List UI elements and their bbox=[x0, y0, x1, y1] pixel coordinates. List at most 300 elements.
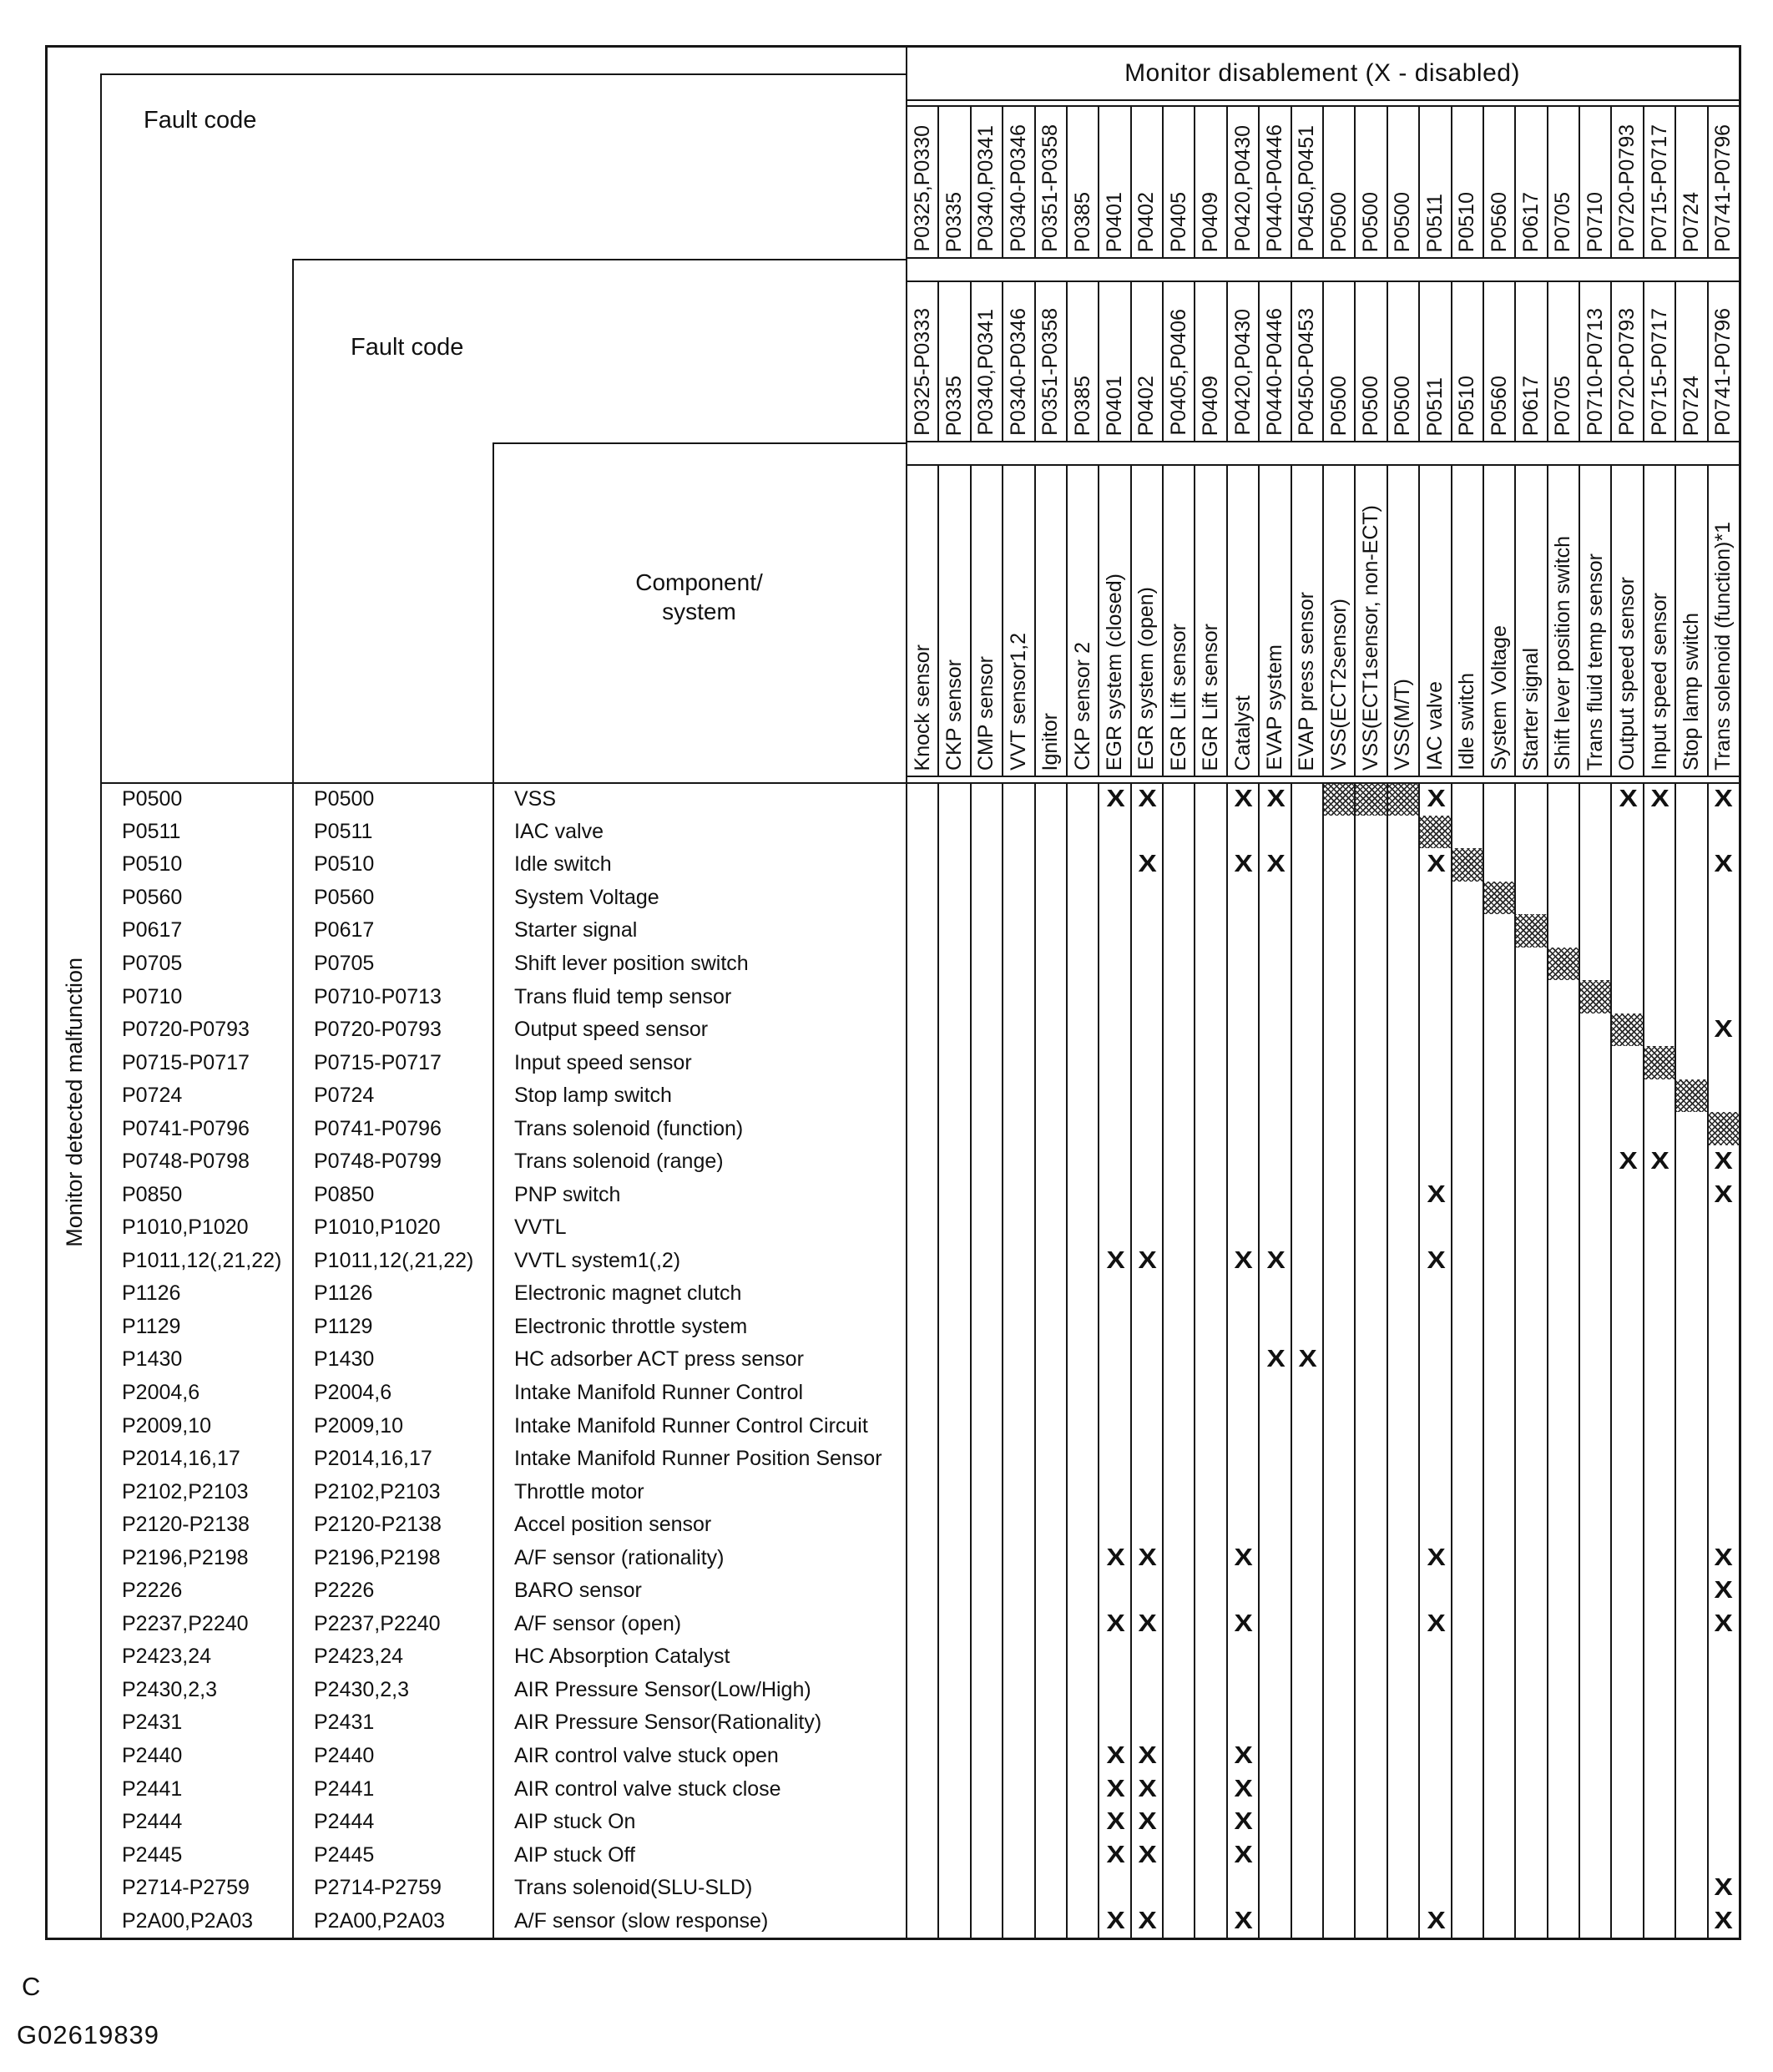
matrix-cell bbox=[1451, 882, 1484, 917]
matrix-cell bbox=[1451, 816, 1484, 851]
matrix-cell bbox=[1483, 1706, 1516, 1741]
matrix-cell bbox=[1002, 1112, 1035, 1147]
disabled-mark: X bbox=[1427, 1246, 1446, 1274]
matrix-cell bbox=[1130, 1706, 1164, 1741]
matrix-cell bbox=[1258, 948, 1291, 983]
matrix-cell bbox=[1354, 1772, 1387, 1807]
matrix-cell bbox=[1322, 1245, 1356, 1280]
matrix-cell-hatched bbox=[1418, 816, 1452, 851]
column-header-fault-code-top-text: P0715-P0717 bbox=[1647, 124, 1671, 252]
fault-code-1-cell: P2009,10 bbox=[100, 1409, 292, 1444]
matrix-cell bbox=[1226, 1013, 1260, 1049]
column-header-fault-code-mid-text: P0385 bbox=[1070, 375, 1094, 436]
matrix-cell bbox=[1354, 1211, 1387, 1246]
matrix-cell bbox=[1514, 1806, 1548, 1841]
matrix-cell bbox=[937, 1509, 971, 1544]
matrix-cell bbox=[1707, 1145, 1740, 1180]
matrix-cell bbox=[1483, 1904, 1516, 1939]
figure-id: G02619839 bbox=[17, 2020, 160, 2049]
matrix-cell bbox=[906, 1872, 939, 1907]
matrix-cell bbox=[1354, 1079, 1387, 1114]
matrix-cell bbox=[1418, 1377, 1452, 1412]
matrix-cell bbox=[1066, 1211, 1099, 1246]
matrix-cell bbox=[1707, 1079, 1740, 1114]
matrix-cell bbox=[1226, 914, 1260, 949]
matrix-cell bbox=[1451, 1277, 1484, 1312]
matrix-cell bbox=[1610, 1838, 1644, 1873]
matrix-cell bbox=[1674, 1674, 1708, 1709]
matrix-cell bbox=[1387, 1872, 1420, 1907]
matrix-cell bbox=[1387, 882, 1420, 917]
matrix-cell bbox=[1130, 1145, 1164, 1180]
column-header-component-text: Stop lamp switch bbox=[1679, 613, 1703, 771]
matrix-cell bbox=[1354, 882, 1387, 917]
column-header-fault-code-top-text: P0741-P0796 bbox=[1711, 124, 1735, 252]
matrix-cell bbox=[1322, 1872, 1356, 1907]
column-header-fault-code-top-text: P0500 bbox=[1359, 191, 1383, 252]
matrix-cell bbox=[1194, 1343, 1227, 1378]
fault-code-header-1: Fault code bbox=[144, 107, 257, 134]
matrix-cell bbox=[1226, 1608, 1260, 1643]
matrix-cell bbox=[1258, 1079, 1291, 1114]
column-header-fault-code-mid-text: P0325-P0333 bbox=[910, 308, 934, 436]
column-header-component-text: Shift lever position switch bbox=[1551, 536, 1575, 771]
component-system-cell: Starter signal bbox=[492, 914, 906, 949]
matrix-cell bbox=[970, 1245, 1003, 1280]
matrix-cell bbox=[1451, 1640, 1484, 1675]
column-header-component-text: VSS(ECT1sensor, non-ECT) bbox=[1359, 504, 1383, 771]
fault-code-header-2: Fault code bbox=[351, 334, 464, 361]
disabled-mark: X bbox=[1138, 1544, 1157, 1571]
matrix-cell bbox=[1034, 1211, 1068, 1246]
matrix-cell bbox=[1258, 1245, 1291, 1280]
matrix-cell bbox=[1291, 1443, 1324, 1478]
component-system-cell: HC Absorption Catalyst bbox=[492, 1640, 906, 1675]
matrix-cell bbox=[1483, 1838, 1516, 1873]
matrix-cell bbox=[1162, 1013, 1195, 1049]
matrix-cell bbox=[1322, 1211, 1356, 1246]
matrix-cell bbox=[937, 1475, 971, 1510]
column-header-component-text: System Voltage bbox=[1487, 625, 1511, 771]
matrix-cell bbox=[1162, 1772, 1195, 1807]
column-header-component-text: EGR Lift sensor bbox=[1199, 623, 1223, 771]
matrix-cell bbox=[1291, 1409, 1324, 1444]
matrix-cell bbox=[1354, 1838, 1387, 1873]
column-header-fault-code-mid bbox=[1226, 280, 1260, 442]
matrix-cell bbox=[970, 1013, 1003, 1049]
matrix-cell bbox=[1034, 882, 1068, 917]
matrix-cell bbox=[1547, 1211, 1580, 1246]
matrix-cell bbox=[1098, 1475, 1131, 1510]
matrix-cell bbox=[1034, 1772, 1068, 1807]
matrix-cell bbox=[1066, 1706, 1099, 1741]
matrix-cell bbox=[1483, 1772, 1516, 1807]
matrix-cell bbox=[1514, 980, 1548, 1015]
matrix-cell bbox=[1674, 1245, 1708, 1280]
column-header-component bbox=[1066, 464, 1099, 777]
column-header-fault-code-mid-text: P0405,P0406 bbox=[1166, 309, 1190, 436]
matrix-cell bbox=[1066, 1509, 1099, 1544]
disabled-mark: X bbox=[1427, 1180, 1446, 1208]
matrix-cell bbox=[1643, 782, 1676, 817]
matrix-cell bbox=[1514, 882, 1548, 917]
matrix-cell bbox=[970, 980, 1003, 1015]
matrix-cell bbox=[1547, 1013, 1580, 1049]
matrix-cell bbox=[1258, 1640, 1291, 1675]
column-header-fault-code-top-text: P0325,P0330 bbox=[910, 125, 934, 252]
matrix-cell bbox=[1707, 1013, 1740, 1049]
column-header-fault-code-mid bbox=[1707, 280, 1740, 442]
matrix-cell bbox=[1707, 1179, 1740, 1214]
matrix-cell bbox=[1162, 914, 1195, 949]
column-header-fault-code-mid-text: P0724 bbox=[1679, 375, 1703, 436]
matrix-cell bbox=[1258, 848, 1291, 883]
matrix-cell bbox=[970, 882, 1003, 917]
matrix-cell bbox=[1610, 1145, 1644, 1180]
matrix-cell bbox=[1098, 1079, 1131, 1114]
matrix-cell bbox=[1322, 1112, 1356, 1147]
matrix-cell bbox=[970, 1772, 1003, 1807]
matrix-cell bbox=[1483, 1574, 1516, 1610]
matrix-cell bbox=[1387, 1079, 1420, 1114]
fault-code-2-cell: P0724 bbox=[292, 1079, 492, 1114]
matrix-cell bbox=[1547, 1574, 1580, 1610]
matrix-cell bbox=[1291, 1509, 1324, 1544]
matrix-cell bbox=[937, 1740, 971, 1775]
matrix-cell-hatched bbox=[1387, 782, 1420, 817]
matrix-cell bbox=[1451, 1013, 1484, 1049]
disabled-mark: X bbox=[1650, 786, 1670, 813]
disabled-mark: X bbox=[1298, 1346, 1317, 1373]
matrix-cell bbox=[1002, 1838, 1035, 1873]
matrix-cell bbox=[1002, 882, 1035, 917]
matrix-cell bbox=[1354, 816, 1387, 851]
matrix-cell bbox=[1258, 1046, 1291, 1081]
column-header-component bbox=[1674, 464, 1708, 777]
fault-code-2-cell: P0617 bbox=[292, 914, 492, 949]
matrix-cell bbox=[1674, 1377, 1708, 1412]
matrix-cell bbox=[1674, 1211, 1708, 1246]
matrix-cell bbox=[1387, 1245, 1420, 1280]
matrix-cell bbox=[1002, 848, 1035, 883]
matrix-cell bbox=[1194, 1443, 1227, 1478]
matrix-cell bbox=[1387, 1013, 1420, 1049]
fault-code-1-cell: P2196,P2198 bbox=[100, 1541, 292, 1576]
disabled-mark: X bbox=[1138, 1907, 1157, 1934]
matrix-cell bbox=[1387, 1706, 1420, 1741]
matrix-cell bbox=[1066, 948, 1099, 983]
matrix-cell bbox=[1547, 1112, 1580, 1147]
matrix-cell bbox=[1162, 1541, 1195, 1576]
column-header-fault-code-top-text: P0511 bbox=[1422, 193, 1447, 252]
matrix-cell bbox=[1451, 782, 1484, 817]
matrix-cell bbox=[937, 914, 971, 949]
matrix-cell bbox=[1547, 1409, 1580, 1444]
matrix-cell bbox=[1194, 980, 1227, 1015]
matrix-cell bbox=[937, 1706, 971, 1741]
column-header-fault-code-top-text: P0450,P0451 bbox=[1295, 125, 1319, 252]
matrix-cell-hatched bbox=[1322, 782, 1356, 817]
matrix-cell bbox=[1674, 1475, 1708, 1510]
matrix-cell bbox=[1258, 1145, 1291, 1180]
matrix-cell bbox=[1579, 1574, 1612, 1610]
matrix-cell bbox=[1034, 1377, 1068, 1412]
column-header-component bbox=[1194, 464, 1227, 777]
matrix-cell bbox=[937, 882, 971, 917]
matrix-cell bbox=[1258, 1806, 1291, 1841]
column-header-fault-code-top-text: P0409 bbox=[1199, 191, 1223, 252]
matrix-cell bbox=[1387, 848, 1420, 883]
disabled-mark: X bbox=[1234, 1775, 1254, 1802]
matrix-cell bbox=[1418, 1112, 1452, 1147]
disabled-mark: X bbox=[1138, 1742, 1157, 1769]
matrix-cell bbox=[1707, 1574, 1740, 1610]
matrix-cell bbox=[1418, 1079, 1452, 1114]
component-system-cell: Stop lamp switch bbox=[492, 1079, 906, 1114]
matrix-cell bbox=[1514, 1838, 1548, 1873]
disabled-mark: X bbox=[1234, 1841, 1254, 1868]
matrix-cell bbox=[937, 980, 971, 1015]
matrix-cell bbox=[1579, 1772, 1612, 1807]
matrix-cell bbox=[1387, 1674, 1420, 1709]
matrix-cell bbox=[1483, 1608, 1516, 1643]
matrix-cell bbox=[906, 1013, 939, 1049]
disabled-mark: X bbox=[1714, 1610, 1733, 1637]
matrix-cell bbox=[1547, 1806, 1580, 1841]
matrix-cell bbox=[1034, 848, 1068, 883]
matrix-cell bbox=[1034, 1706, 1068, 1741]
column-header-fault-code-top bbox=[1034, 105, 1068, 259]
matrix-cell bbox=[1066, 782, 1099, 817]
fault-code-1-cell: P2714-P2759 bbox=[100, 1872, 292, 1907]
matrix-cell bbox=[1354, 980, 1387, 1015]
matrix-cell bbox=[970, 1706, 1003, 1741]
matrix-cell bbox=[1130, 1343, 1164, 1378]
matrix-cell bbox=[1674, 1574, 1708, 1610]
matrix-cell bbox=[1162, 848, 1195, 883]
column-header-component bbox=[1130, 464, 1164, 777]
matrix-cell bbox=[1098, 1509, 1131, 1544]
matrix-cell bbox=[1354, 1145, 1387, 1180]
matrix-cell bbox=[1643, 1574, 1676, 1610]
matrix-cell bbox=[1162, 980, 1195, 1015]
column-header-fault-code-mid-text: P0340-P0346 bbox=[1006, 308, 1030, 436]
matrix-cell bbox=[1418, 1772, 1452, 1807]
column-header-fault-code-top bbox=[1194, 105, 1227, 259]
column-header-fault-code-mid bbox=[1130, 280, 1164, 442]
matrix-cell bbox=[1610, 1772, 1644, 1807]
column-header-fault-code-top bbox=[1707, 105, 1740, 259]
column-header-component bbox=[1002, 464, 1035, 777]
matrix-cell bbox=[1291, 980, 1324, 1015]
matrix-cell bbox=[1387, 1574, 1420, 1610]
fault-code-2-cell: P0741-P0796 bbox=[292, 1112, 492, 1147]
column-header-component bbox=[1258, 464, 1291, 777]
matrix-cell bbox=[906, 816, 939, 851]
matrix-cell bbox=[1258, 914, 1291, 949]
matrix-cell bbox=[1483, 1145, 1516, 1180]
matrix-cell bbox=[1226, 1245, 1260, 1280]
matrix-cell bbox=[1514, 1706, 1548, 1741]
matrix-cell bbox=[1514, 1112, 1548, 1147]
matrix-cell bbox=[1610, 1674, 1644, 1709]
matrix-cell bbox=[1418, 1838, 1452, 1873]
fault-code-1-cell: P2444 bbox=[100, 1806, 292, 1841]
component-system-cell: Intake Manifold Runner Control bbox=[492, 1377, 906, 1412]
fault-code-2-cell: P2440 bbox=[292, 1740, 492, 1775]
matrix-cell bbox=[1066, 1475, 1099, 1510]
matrix-cell bbox=[1291, 1872, 1324, 1907]
matrix-cell bbox=[1194, 1179, 1227, 1214]
matrix-cell bbox=[1451, 1377, 1484, 1412]
matrix-cell bbox=[1291, 1904, 1324, 1939]
matrix-cell bbox=[1483, 1872, 1516, 1907]
matrix-cell bbox=[1098, 1806, 1131, 1841]
matrix-cell bbox=[1162, 1806, 1195, 1841]
matrix-cell bbox=[1579, 882, 1612, 917]
disabled-mark: X bbox=[1138, 1610, 1157, 1637]
matrix-cell bbox=[1483, 848, 1516, 883]
column-header-component bbox=[1034, 464, 1068, 777]
disabled-mark: X bbox=[1650, 1148, 1670, 1175]
column-header-component bbox=[1418, 464, 1452, 777]
matrix-cell bbox=[1514, 1872, 1548, 1907]
matrix-cell bbox=[1034, 1013, 1068, 1049]
matrix-cell bbox=[1291, 1046, 1324, 1081]
matrix-cell bbox=[1707, 782, 1740, 817]
matrix-cell bbox=[1130, 1640, 1164, 1675]
matrix-cell bbox=[1130, 1112, 1164, 1147]
matrix-cell bbox=[1674, 948, 1708, 983]
matrix-cell bbox=[1643, 1079, 1676, 1114]
matrix-cell bbox=[1291, 1245, 1324, 1280]
matrix-cell bbox=[1418, 1872, 1452, 1907]
matrix-cell bbox=[1451, 1541, 1484, 1576]
matrix-cell bbox=[1226, 1475, 1260, 1510]
matrix-cell bbox=[937, 1311, 971, 1346]
fault-code-1-cell: P0710 bbox=[100, 980, 292, 1015]
matrix-cell bbox=[1387, 980, 1420, 1015]
matrix-cell bbox=[1258, 1311, 1291, 1346]
matrix-cell bbox=[1130, 1211, 1164, 1246]
matrix-cell bbox=[1514, 1541, 1548, 1576]
matrix-cell bbox=[1387, 1277, 1420, 1312]
matrix-cell bbox=[1418, 782, 1452, 817]
matrix-cell bbox=[1707, 816, 1740, 851]
matrix-cell bbox=[1002, 1211, 1035, 1246]
column-header-component bbox=[970, 464, 1003, 777]
component-system-cell: VVTL bbox=[492, 1211, 906, 1246]
column-header-component-text: EVAP system bbox=[1262, 644, 1286, 771]
matrix-cell bbox=[1194, 1377, 1227, 1412]
matrix-cell bbox=[1226, 1112, 1260, 1147]
matrix-cell bbox=[1098, 1838, 1131, 1873]
matrix-cell bbox=[937, 1574, 971, 1610]
matrix-cell bbox=[1579, 1872, 1612, 1907]
matrix-cell bbox=[1098, 1574, 1131, 1610]
matrix-cell bbox=[1674, 1343, 1708, 1378]
column-header-fault-code-top bbox=[1002, 105, 1035, 259]
column-header-fault-code-mid-text: P0450-P0453 bbox=[1295, 308, 1319, 436]
column-header-component bbox=[1162, 464, 1195, 777]
column-header-fault-code-top-text: P0405 bbox=[1166, 191, 1190, 252]
matrix-cell bbox=[1322, 1377, 1356, 1412]
disabled-mark: X bbox=[1234, 1544, 1254, 1571]
matrix-cell bbox=[1707, 1211, 1740, 1246]
matrix-cell bbox=[1258, 1277, 1291, 1312]
matrix-cell bbox=[1643, 1311, 1676, 1346]
matrix-cell bbox=[1194, 1046, 1227, 1081]
matrix-cell bbox=[1226, 1640, 1260, 1675]
matrix-cell bbox=[1610, 1245, 1644, 1280]
matrix-cell bbox=[1387, 1904, 1420, 1939]
matrix-cell bbox=[1322, 1079, 1356, 1114]
matrix-cell bbox=[1387, 816, 1420, 851]
matrix-cell bbox=[906, 1046, 939, 1081]
grid-line bbox=[292, 259, 294, 782]
matrix-cell bbox=[1387, 1145, 1420, 1180]
matrix-cell bbox=[1291, 1145, 1324, 1180]
matrix-cell bbox=[1258, 1608, 1291, 1643]
matrix-cell bbox=[1707, 1706, 1740, 1741]
matrix-cell bbox=[1707, 1343, 1740, 1378]
matrix-cell bbox=[1098, 816, 1131, 851]
matrix-cell bbox=[1418, 1245, 1452, 1280]
matrix-cell bbox=[1194, 1311, 1227, 1346]
matrix-cell bbox=[1322, 1608, 1356, 1643]
matrix-cell bbox=[1579, 1277, 1612, 1312]
matrix-cell bbox=[1579, 1443, 1612, 1478]
fault-code-2-cell: P2441 bbox=[292, 1772, 492, 1807]
matrix-cell bbox=[1226, 1079, 1260, 1114]
fault-code-2-cell: P0710-P0713 bbox=[292, 980, 492, 1015]
matrix-cell bbox=[1291, 1079, 1324, 1114]
matrix-cell bbox=[1291, 1706, 1324, 1741]
matrix-cell bbox=[1387, 1475, 1420, 1510]
fault-code-2-cell: P2445 bbox=[292, 1838, 492, 1873]
matrix-cell bbox=[1451, 1145, 1484, 1180]
matrix-cell bbox=[1451, 1740, 1484, 1775]
matrix-cell bbox=[970, 1211, 1003, 1246]
matrix-cell bbox=[1387, 1640, 1420, 1675]
column-header-fault-code-mid bbox=[1514, 280, 1548, 442]
fault-code-1-cell: P1010,P1020 bbox=[100, 1211, 292, 1246]
column-header-fault-code-mid-text: P0340,P0341 bbox=[974, 309, 998, 436]
matrix-cell bbox=[1707, 1541, 1740, 1576]
matrix-cell bbox=[1418, 1277, 1452, 1312]
matrix-cell bbox=[1610, 1872, 1644, 1907]
matrix-cell bbox=[1002, 1079, 1035, 1114]
matrix-cell bbox=[1130, 1904, 1164, 1939]
matrix-cell bbox=[1002, 816, 1035, 851]
column-header-fault-code-mid bbox=[1322, 280, 1356, 442]
matrix-cell bbox=[1162, 1740, 1195, 1775]
matrix-cell bbox=[937, 1013, 971, 1049]
matrix-cell bbox=[1354, 1343, 1387, 1378]
matrix-cell bbox=[1162, 816, 1195, 851]
fault-code-2-cell: P0748-P0799 bbox=[292, 1145, 492, 1180]
matrix-cell bbox=[1291, 948, 1324, 983]
matrix-cell bbox=[1291, 1211, 1324, 1246]
fault-code-1-cell: P2430,2,3 bbox=[100, 1674, 292, 1709]
matrix-cell bbox=[906, 1079, 939, 1114]
component-system-cell: AIP stuck Off bbox=[492, 1838, 906, 1873]
matrix-cell bbox=[1098, 1245, 1131, 1280]
matrix-cell bbox=[937, 1904, 971, 1939]
disabled-mark: X bbox=[1234, 1808, 1254, 1836]
column-header-component bbox=[1643, 464, 1676, 777]
component-system-cell: PNP switch bbox=[492, 1179, 906, 1214]
